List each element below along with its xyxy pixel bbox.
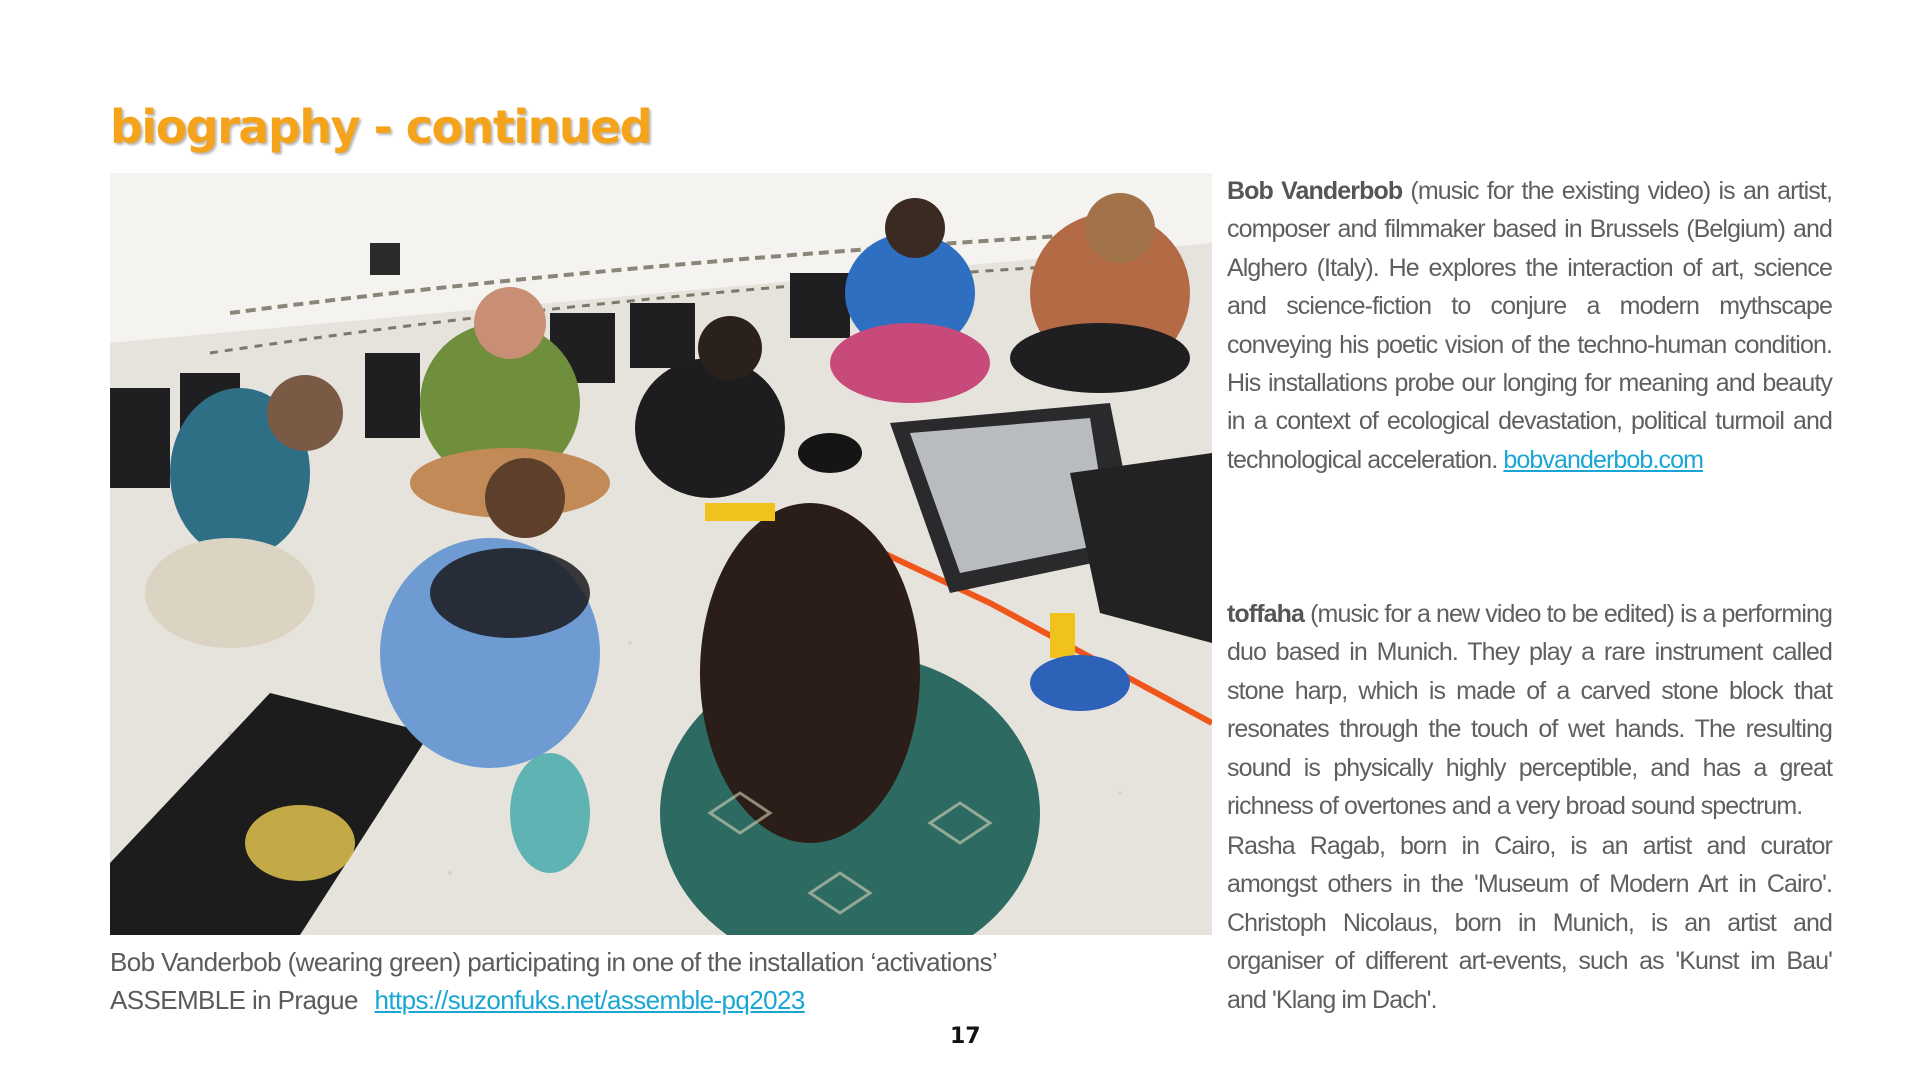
bio-bob-text: (music for the existing video) is an artist, composer and filmmaker based in Brussels (Belgium) and Alghero (Italy). He explores the interaction of art, science and science-fiction to conjure a modern mythscape conveying his poetic vision of the techno-human condition. His installations probe our longing for meaning and beauty in a context of ecological devastation, political turmoil and technological acceleration. (1227, 177, 1832, 474)
workshop-photo-illustration (110, 173, 1212, 935)
bio-toffaha-text: (music for a new video to be edited) is a performing duo based in Munich. They play a rare instrument called stone harp, which is made of a carved stone block that resonates through the touch of wet hands. The resulting sound is physically highly perceptible, and has a great richness of overtones and a very broad sound spectrum. (1227, 600, 1832, 821)
bobvanderbob-link[interactable]: bobvanderbob.com (1503, 445, 1704, 474)
bio-toffaha-members: Rasha Ragab, born in Cairo, is an artist and curator amongst others in the 'Museum of Modern Art in Cairo'. Christoph Nicolaus, born in Munich, is an artist and organiser of different art-events, such as 'Kunst im Bau' and 'Klang im Dach'. (1227, 832, 1832, 1014)
bio-bob-name: Bob Vanderbob (1227, 177, 1403, 205)
bio-bob-vanderbob (1227, 172, 1832, 479)
workshop-photo (110, 173, 1212, 935)
caption-location: ASSEMBLE in Prague (110, 985, 358, 1015)
caption-link[interactable]: https://suzonfuks.net/assemble-pq2023 (374, 985, 805, 1015)
photo-caption (110, 943, 1210, 1019)
bio-toffaha (1227, 595, 1832, 825)
caption-line-2 (110, 981, 1210, 1019)
bio-toffaha-name: toffaha (1227, 600, 1305, 628)
caption-line-1: Bob Vanderbob (wearing green) participating in one of the installation ‘activations’ (110, 947, 998, 977)
slide-title: biography - continued (110, 100, 652, 154)
page-number: 17 (950, 1024, 981, 1049)
